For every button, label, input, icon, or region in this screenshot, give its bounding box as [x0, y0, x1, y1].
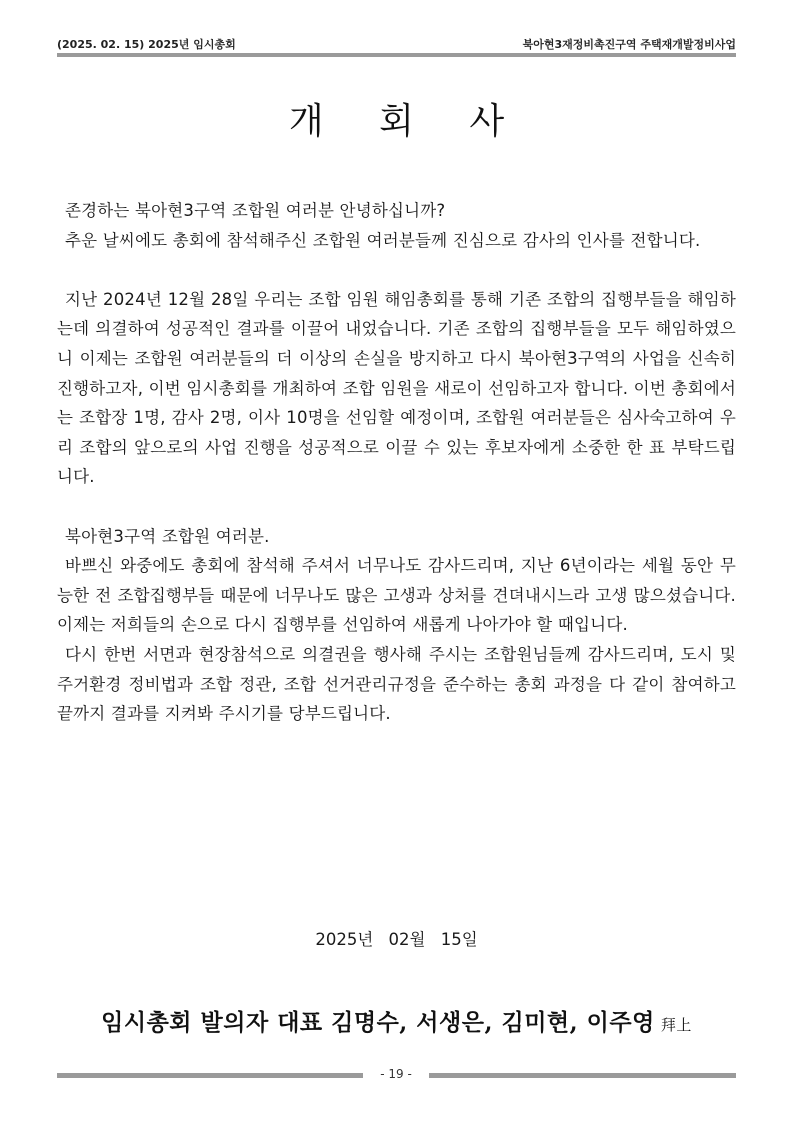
header-divider	[57, 53, 736, 57]
paragraph-address: 북아현3구역 조합원 여러분.	[65, 526, 270, 546]
footer-divider-right	[429, 1073, 736, 1078]
page-header	[57, 36, 736, 54]
header-meeting-date: (2025. 02. 15) 2025년 임시총회	[57, 38, 236, 51]
paragraph-background: 지난 2024년 12월 28일 우리는 조합 임원 해임총회를 통해 기존 조합의 집행부들을 해임하는데 의결하여 성공적인 결과를 이끌어 내었습니다. 기존 조합의 집행부들을 모두 해임하였으니 이제는 조합원 여러분들의 더 이상의 손실을 방지하고 다시 북아현3구역의 사업을 신속히 진행하고자, 이번 임시총회를 개최하여 조합 임원을 새로이 선임하고자 합니다. 이번 총회에서는 조합장 1명, 감사 2명, 이사 10명을 선임할 예정이며, 조합원 여러분들은 심사숙고하여 우리 조합의 앞으로의 사업 진행을 성공적으로 이끌 수 있는 후보자에게 소중한 한 표 부탁드립니다.	[57, 289, 736, 487]
document-title: 개 회 사	[288, 101, 527, 142]
paragraph-spacer	[57, 255, 736, 285]
paragraph-thanks: 추운 날씨에도 총회에 참석해주신 조합원 여러분들께 진심으로 감사의 인사를 전합니다.	[65, 230, 701, 250]
footer-divider-left	[57, 1073, 363, 1078]
signatory-names: 임시총회 발의자 대표 김명수, 서생은, 김미현, 이주영	[101, 1009, 655, 1036]
signature-line	[0, 1004, 793, 1037]
signature-suffix: 拜上	[660, 1016, 692, 1034]
document-date: 2025년 02월 15일	[315, 930, 478, 949]
opening-address-body	[57, 196, 736, 729]
paragraph-request: 다시 한번 서면과 현장참석으로 의결권을 행사해 주시는 조합원님들께 감사드리며, 도시 및 주거환경 정비법과 조합 정관, 조합 선거관리규정을 준수하는 총회 과정을 다 같이 참여하고 끝까지 결과를 지켜봐 주시기를 당부드립니다.	[57, 644, 736, 724]
paragraph-appreciation: 바쁘신 와중에도 총회에 참석해 주셔서 너무나도 감사드리며, 지난 6년이라는 세월 동안 무능한 전 조합집행부들 때문에 너무나도 많은 고생과 상처를 견뎌내시느라 고생 많으셨습니다. 이제는 저희들의 손으로 다시 집행부를 선임하여 새롭게 나아가야 할 때입니다.	[57, 556, 736, 635]
paragraph-spacer	[57, 492, 736, 522]
page-number: - 19 -	[380, 1067, 412, 1081]
header-project-name: 북아현3재정비촉진구역 주택재개발정비사업	[522, 38, 736, 51]
paragraph-greeting: 존경하는 북아현3구역 조합원 여러분 안녕하십니까?	[65, 201, 446, 220]
